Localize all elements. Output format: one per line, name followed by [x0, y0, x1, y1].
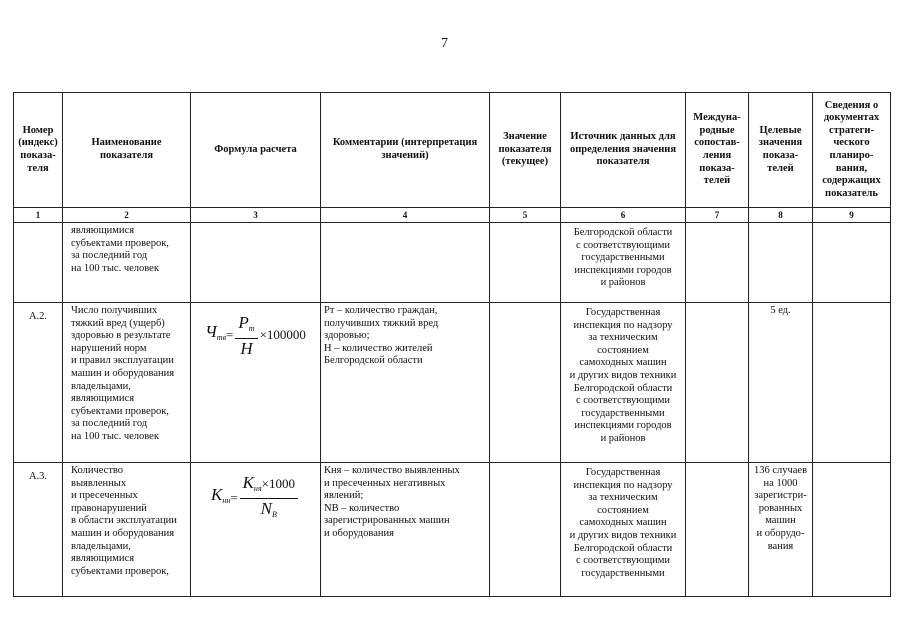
formula-lhs: $К_{нн}$	[211, 485, 231, 506]
row-name: являющимися субъектами проверок, за последний год на 100 тыс. человек	[63, 223, 191, 303]
row-name: Число получивших тяжкий вред (ущерб) здоровью в результате нарушений норм и правил эксплуатации машин и оборудования владельцами, являющимися субъектами проверок, за последний год на 100 тыс. человек	[63, 303, 191, 463]
header-cell-target: Целевые значения показа-телей	[749, 93, 813, 208]
row-intl	[686, 223, 749, 303]
row-target: 136 случаев на 1000 зарегистри- рованных машин и оборудо- вания	[749, 463, 813, 597]
header-cell-current: Значение показателя (текущее)	[490, 93, 561, 208]
header-cell-formula: Формула расчета	[191, 93, 321, 208]
row-index	[14, 223, 63, 303]
column-number: 5	[490, 208, 561, 223]
formula-lhs: $Ч_{тв}$	[205, 322, 227, 343]
row-comment: Рт – количество граждан, получивших тяжкий вред здоровью; Н – количество жителей Белгородской области	[321, 303, 490, 463]
row-formula	[191, 223, 321, 303]
column-number: 8	[749, 208, 813, 223]
column-number-row	[14, 208, 891, 223]
row-current	[490, 303, 561, 463]
table-row	[14, 463, 891, 597]
row-index: А.3.	[14, 463, 63, 597]
row-source: Государственная инспекция по надзору за техническим состоянием самоходных машин и других видов техники Белгородской области с соответствующими государственными инспекциями городов и районов	[561, 303, 686, 463]
formula-equals: =	[230, 490, 238, 506]
header-cell-docs: Сведения о документах стратеги-ческого планиро-вания, содержащих показатель	[813, 93, 891, 208]
header-cell-index: Номер (индекс) показа-теля	[14, 93, 63, 208]
column-number: 3	[191, 208, 321, 223]
table-row	[14, 303, 891, 463]
formula-a2	[194, 305, 317, 358]
row-source: Белгородской области с соответствующими государственными инспекциями городов и районов	[561, 223, 686, 303]
table-row	[14, 223, 891, 303]
row-index: А.2.	[14, 303, 63, 463]
row-target: 5 ед.	[749, 303, 813, 463]
formula-fraction: $\frac{К_{ня}\times 1000}{N_B}$	[240, 473, 298, 524]
row-current	[490, 223, 561, 303]
header-cell-name: Наименование показателя	[63, 93, 191, 208]
row-source: Государственная инспекция по надзору за техническим состоянием самоходных машин и других видов техники Белгородской области с соответствующими государственными	[561, 463, 686, 597]
page-number: 7	[441, 36, 448, 51]
column-number: 1	[14, 208, 63, 223]
header-row	[14, 93, 891, 208]
column-number: 2	[63, 208, 191, 223]
column-number: 9	[813, 208, 891, 223]
column-number: 7	[686, 208, 749, 223]
formula-fraction: $\frac{Р_т}{Н}$	[235, 313, 257, 358]
row-target	[749, 223, 813, 303]
row-docs	[813, 463, 891, 597]
row-comment: Кня – количество выявленных и пресеченных негативных явлений; NВ – количество зарегистрированных машин и оборудования	[321, 463, 490, 597]
row-docs	[813, 223, 891, 303]
header-cell-source: Источник данных для определения значения показателя	[561, 93, 686, 208]
column-number: 6	[561, 208, 686, 223]
header-cell-intl: Междуна-родные сопостав-ления показа-телей	[686, 93, 749, 208]
column-number: 4	[321, 208, 490, 223]
row-name: Количество выявленных и пресеченных правонарушений в области эксплуатации машин и оборудования владельцами, являющимися субъектами проверок,	[63, 463, 191, 597]
row-formula	[191, 463, 321, 597]
formula-multiplier: ×100000	[259, 327, 306, 343]
formula-equals: =	[226, 327, 234, 343]
row-intl	[686, 303, 749, 463]
row-comment	[321, 223, 490, 303]
row-intl	[686, 463, 749, 597]
row-current	[490, 463, 561, 597]
indicators-table	[13, 92, 891, 597]
formula-a3	[194, 465, 317, 524]
row-formula	[191, 303, 321, 463]
header-cell-comment: Комментарии (интерпретация значений)	[321, 93, 490, 208]
row-docs	[813, 303, 891, 463]
